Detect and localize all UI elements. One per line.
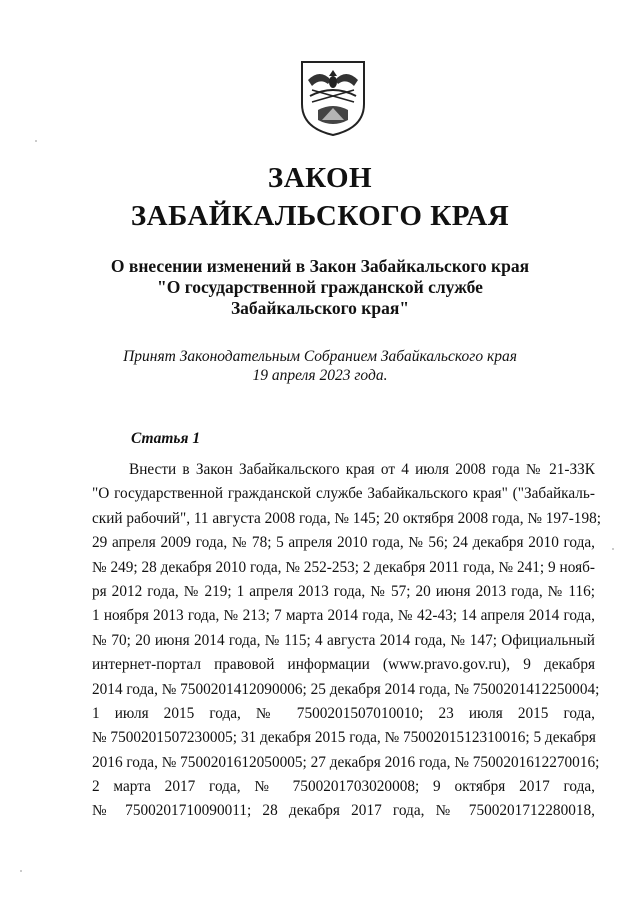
law-subject-line: Забайкальского края" <box>230 298 410 318</box>
article-text-line: № 70; 20 июня 2014 года, № 115; 4 августа 2014 года, № 147; Официальный <box>92 631 595 649</box>
document-title: ЗАКОН <box>267 162 373 194</box>
article-text-line: № 249; 28 декабря 2010 года, № 252-253; 2 декабря 2011 года, № 241; 9 нояб- <box>92 558 595 576</box>
adoption-note-line: Принят Законодательным Собранием Забайкальского края <box>123 348 517 365</box>
adoption-note <box>0 347 640 385</box>
law-subject-line: О внесении изменений в Закон Забайкальского края <box>110 256 530 276</box>
article-body <box>92 458 601 824</box>
law-subject-line: "О государственной гражданской службе <box>157 277 483 297</box>
coat-of-arms-icon <box>298 58 368 138</box>
article-text-line: Внести в Закон Забайкальского края от 4 июля 2008 года № 21-ЗЗК <box>129 461 595 478</box>
article-text-line: ря 2012 года, № 219; 1 апреля 2013 года, № 57; 20 июня 2013 года, № 116; <box>92 582 595 600</box>
article-text-line: "О государственной гражданской службе Забайкальского края" ("Забайкаль- <box>92 485 595 503</box>
scan-speck <box>35 140 37 142</box>
article-text-line: ский рабочий", 11 августа 2008 года, № 145; 20 октября 2008 года, № 197-198; <box>92 509 601 527</box>
law-subject <box>0 256 640 319</box>
article-text-line: № 7500201507230005; 31 декабря 2015 года, № 7500201512310016; 5 декабря <box>92 729 596 747</box>
scan-speck <box>20 870 22 872</box>
article-heading: Статья 1 <box>131 430 201 447</box>
article-text-line: 1 июля 2015 года, № 7500201507010010; 23 июля 2015 года, <box>92 704 595 722</box>
article-text-line: 29 апреля 2009 года, № 78; 5 апреля 2010 года, № 56; 24 декабря 2010 года, <box>92 534 595 552</box>
article-text-line: 2016 года, № 7500201612050005; 27 декабря 2016 года, № 7500201612270016; <box>92 753 600 771</box>
document-title-region: ЗАБАЙКАЛЬСКОГО КРАЯ <box>130 200 510 232</box>
scan-speck <box>612 548 614 550</box>
article-text-line: 1 ноября 2013 года, № 213; 7 марта 2014 года, № 42-43; 14 апреля 2014 года, <box>92 607 595 625</box>
article-text-line: интернет-портал правовой информации (www.pravo.gov.ru), 9 декабря <box>92 656 595 674</box>
article-text-line: 2 марта 2017 года, № 7500201703020008; 9 октября 2017 года, <box>92 778 595 796</box>
article-text-line: 2014 года, № 7500201412090006; 25 декабря 2014 года, № 7500201412250004; <box>92 680 600 698</box>
adoption-date: 19 апреля 2023 года. <box>252 367 388 384</box>
article-text-line: № 7500201710090011; 28 декабря 2017 года, № 7500201712280018, <box>92 802 595 820</box>
